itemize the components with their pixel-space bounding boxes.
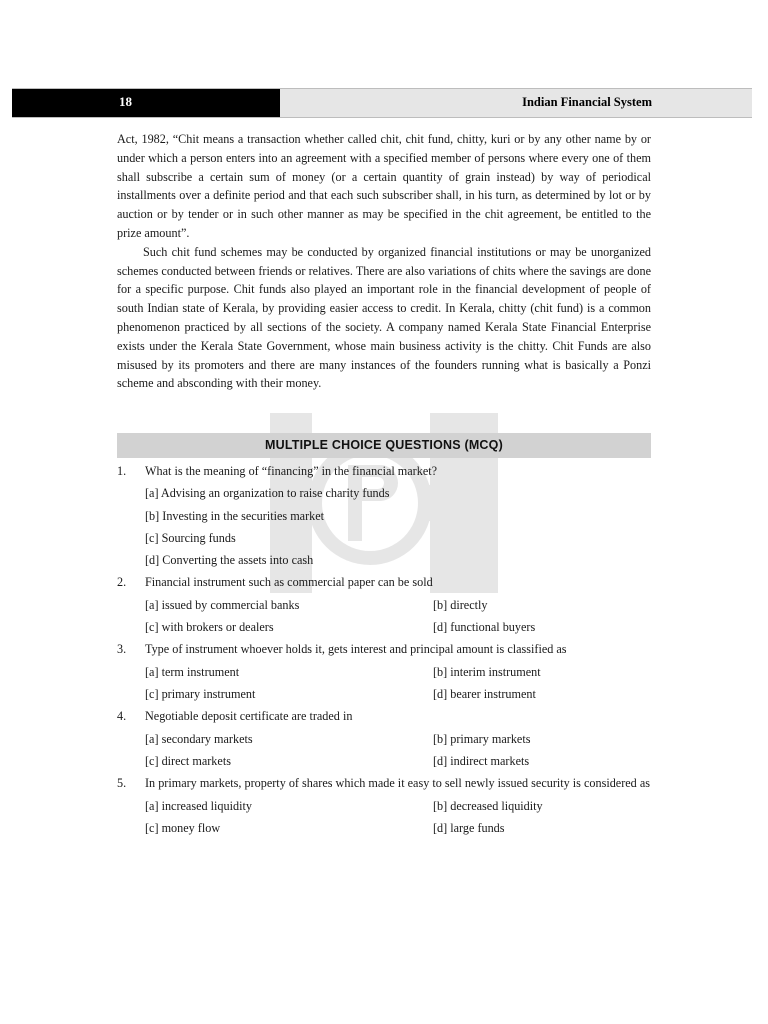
- option-b: [b] decreased liquidity: [433, 798, 543, 813]
- option-c: [c] Sourcing funds: [145, 530, 236, 545]
- option-c: [c] primary instrument: [145, 686, 256, 701]
- option-d: [d] functional buyers: [433, 620, 536, 635]
- question-text: What is the meaning of “financing” in the financial market?: [145, 464, 438, 478]
- page-number: 18: [119, 94, 132, 109]
- option-a: [a] term instrument: [145, 664, 240, 679]
- question-text: Negotiable deposit certificate are traded in: [145, 709, 353, 724]
- body-text: [117, 130, 651, 393]
- question-5: [117, 772, 651, 839]
- option-d: [d] large funds: [433, 820, 505, 835]
- option-d: [d] bearer instrument: [433, 686, 536, 701]
- option-a: [a] secondary markets: [145, 731, 253, 746]
- option-c: [c] money flow: [145, 820, 221, 835]
- option-b: [b] directly: [433, 597, 488, 612]
- option-b: [b] interim instrument: [433, 664, 541, 679]
- option-c: [c] with brokers or dealers: [145, 620, 274, 635]
- question-number: 5.: [117, 776, 127, 791]
- question-number: 4.: [117, 709, 127, 724]
- option-a: [a] increased liquidity: [145, 798, 252, 813]
- question-1: [117, 460, 651, 571]
- question-number: 2.: [117, 575, 127, 590]
- question-text: Financial instrument such as commercial paper can be sold: [145, 575, 433, 590]
- option-d: [d] indirect markets: [433, 753, 530, 768]
- question-2: [117, 571, 651, 638]
- question-text: Type of instrument whoever holds it, gets interest and principal amount is classified as: [145, 642, 567, 657]
- running-header: [12, 88, 752, 118]
- question-number: 3.: [117, 642, 127, 657]
- option-a: [a] Advising an organization to raise charity funds: [145, 486, 390, 501]
- running-title: Indian Financial System: [522, 95, 652, 109]
- question-text: In primary markets, property of shares which made it easy to sell newly issued security is considered as: [145, 776, 650, 791]
- option-b: [b] Investing in the securities market: [145, 508, 325, 523]
- question-4: [117, 705, 651, 772]
- header-page-number-block: [12, 89, 280, 117]
- option-c: [c] direct markets: [145, 753, 231, 768]
- option-b: [b] primary markets: [433, 731, 531, 746]
- paragraph: Such chit fund schemes may be conducted by organized financial institutions or may be unorganized schemes conducted between friends or relatives. There are also variations of chits where the savings are done for a specific purpose. Chit funds also played an important role in the financial development of people of south Indian state of Kerala, by providing easier access to credit. In Kerala, chitty (chit fund) is a common phenomenon practiced by all sections of the society. A company named Kerala State Financial Enterprise exists under the Kerala State Government, whose main business activity is the chitty. Chit Funds are also misused by its promoters and there are many instances of the founders running what is basically a Ponzi scheme and absconding with their money.: [117, 244, 651, 391]
- mcq-list: [117, 460, 651, 839]
- option-a: [a] issued by commercial banks: [145, 597, 300, 612]
- question-number: 1.: [117, 464, 127, 478]
- mcq-heading: MULTIPLE CHOICE QUESTIONS (MCQ): [117, 433, 651, 458]
- option-d: [d] Converting the assets into cash: [145, 553, 314, 568]
- paragraph: Act, 1982, “Chit means a transaction whether called chit, chit fund, chitty, kuri or by any other name by or under which a person enters into an agreement with a specified member of persons where every one of them shall subscribe a certain sum of money (or a certain quantity of grain instead) by way of periodical installments over a definite period and that each such subscriber shall, in his turn, as determined by lot or by auction or by tender or in such other manner as may be specified in the chit agreement, be entitled to the prize amount”.: [117, 132, 651, 240]
- question-3: [117, 638, 651, 705]
